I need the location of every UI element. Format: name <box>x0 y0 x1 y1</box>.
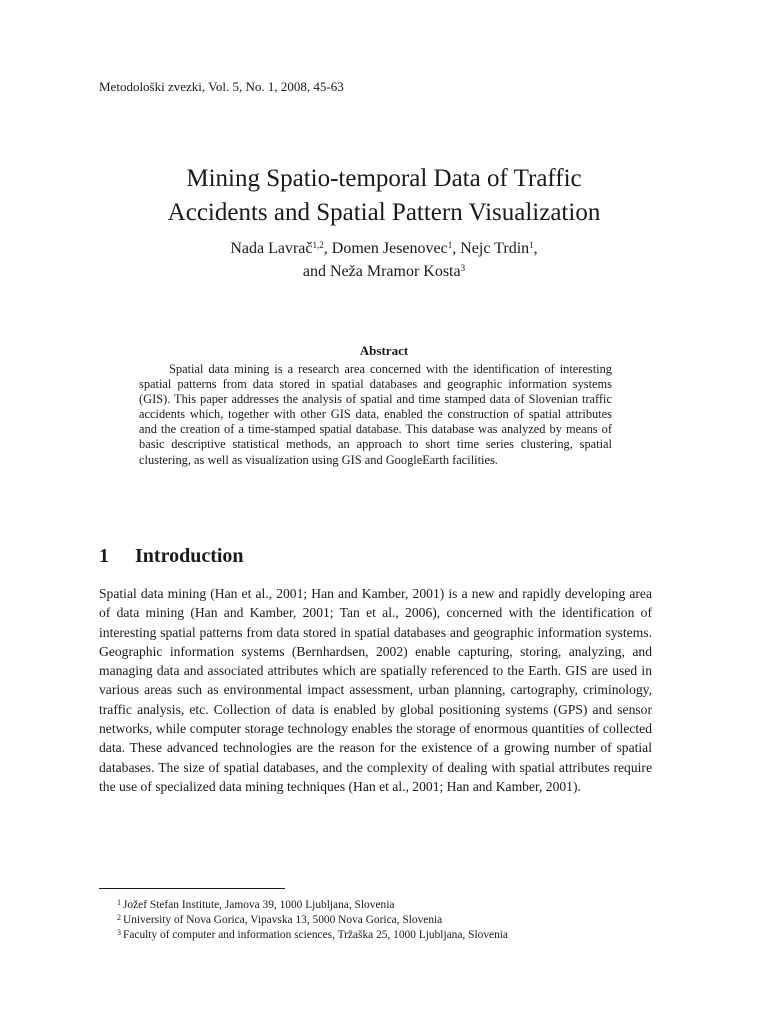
author-name: Domen Jesenovec <box>331 240 448 257</box>
author-conjunction: and <box>302 263 326 280</box>
footnote-item <box>117 898 508 913</box>
section-number: 1 <box>99 545 109 567</box>
author-line-2 <box>0 260 768 283</box>
author-affiliation-mark: 1,2 <box>312 240 324 250</box>
footnote-mark: 2 <box>117 912 121 922</box>
author-separator: , <box>533 240 538 257</box>
footnote-text: Faculty of computer and information sciences, Tržaška 25, 1000 Ljubljana, Slovenia <box>123 928 508 941</box>
footnote-text: Jožef Stefan Institute, Jamova 39, 1000 Ljubljana, Slovenia <box>123 899 395 911</box>
abstract-text: Spatial data mining is a research area concerned with the identification of interesting spatial patterns from data stored in spatial databases and geographic information systems (GIS). This paper addresses the analysis of spatial and time stamped data of Slovenian traffic accidents which, together with other GIS data, enabled the construction of spatial attributes and the creation of a time-stamped spatial database. This database was analyzed by means of basic descriptive statistical methods, an approach to short time series clustering, spatial clustering, as well as visualization using GIS and GoogleEarth facilities. <box>139 362 612 467</box>
author-list <box>0 237 768 283</box>
section-heading-introduction <box>99 545 244 568</box>
journal-reference: Metodološki zvezki, Vol. 5, No. 1, 2008, 45-63 <box>99 79 344 94</box>
author-separator: , <box>323 240 328 257</box>
author-affiliation-mark: 1 <box>529 240 534 250</box>
introduction-text: Spatial data mining (Han et al., 2001; Han and Kamber, 2001) is a new and rapidly developing area of data mining (Han and Kamber, 2001; Tan et al., 2006), concerned with the identification of interesting spatial patterns from data stored in spatial databases and geographic information systems. Geographic information systems (Bernhardsen, 2002) enable capturing, storing, analyzing, and managing data and associated attributes which are spatially referenced to the Earth. GIS are used in various areas such as environmental impact assessment, urban planning, cartography, criminology, traffic analysis, etc. Collection of data is enabled by global positioning systems (GPS) and sensor networks, while computer storage technology enables the storage of enormous quantities of collected data. These advanced technologies are the reason for the existence of a growing number of spatial databases. The size of spatial databases, and the complexity of dealing with spatial attributes require the use of specialized data mining techniques (Han et al., 2001; Han and Kamber, 2001). <box>99 586 652 794</box>
footnote-item <box>117 913 508 928</box>
author-line-1 <box>0 237 768 260</box>
abstract-heading: Abstract <box>359 343 409 358</box>
footnote-mark: 3 <box>117 927 121 937</box>
author-name: Nejc Trdin <box>460 240 530 257</box>
footnote-divider <box>99 888 285 889</box>
paper-title-line-2: Accidents and Spatial Pattern Visualization <box>167 199 601 226</box>
author-affiliation-mark: 1 <box>447 240 453 250</box>
footnote-text: University of Nova Gorica, Vipavska 13, 5000 Nova Gorica, Slovenia <box>123 913 443 926</box>
section-title: Introduction <box>135 545 244 567</box>
author-affiliation-mark: 3 <box>460 263 466 273</box>
footnote-list <box>117 898 508 942</box>
paper-title-line-1: Mining Spatio-temporal Data of Traffic <box>186 165 582 192</box>
author-separator: , <box>452 240 457 257</box>
author-name: Neža Mramor Kosta <box>329 263 461 280</box>
footnote-item <box>117 928 508 943</box>
footnote-mark: 1 <box>117 898 121 907</box>
paper-title <box>0 162 768 230</box>
author-name: Nada Lavrač <box>230 240 313 257</box>
